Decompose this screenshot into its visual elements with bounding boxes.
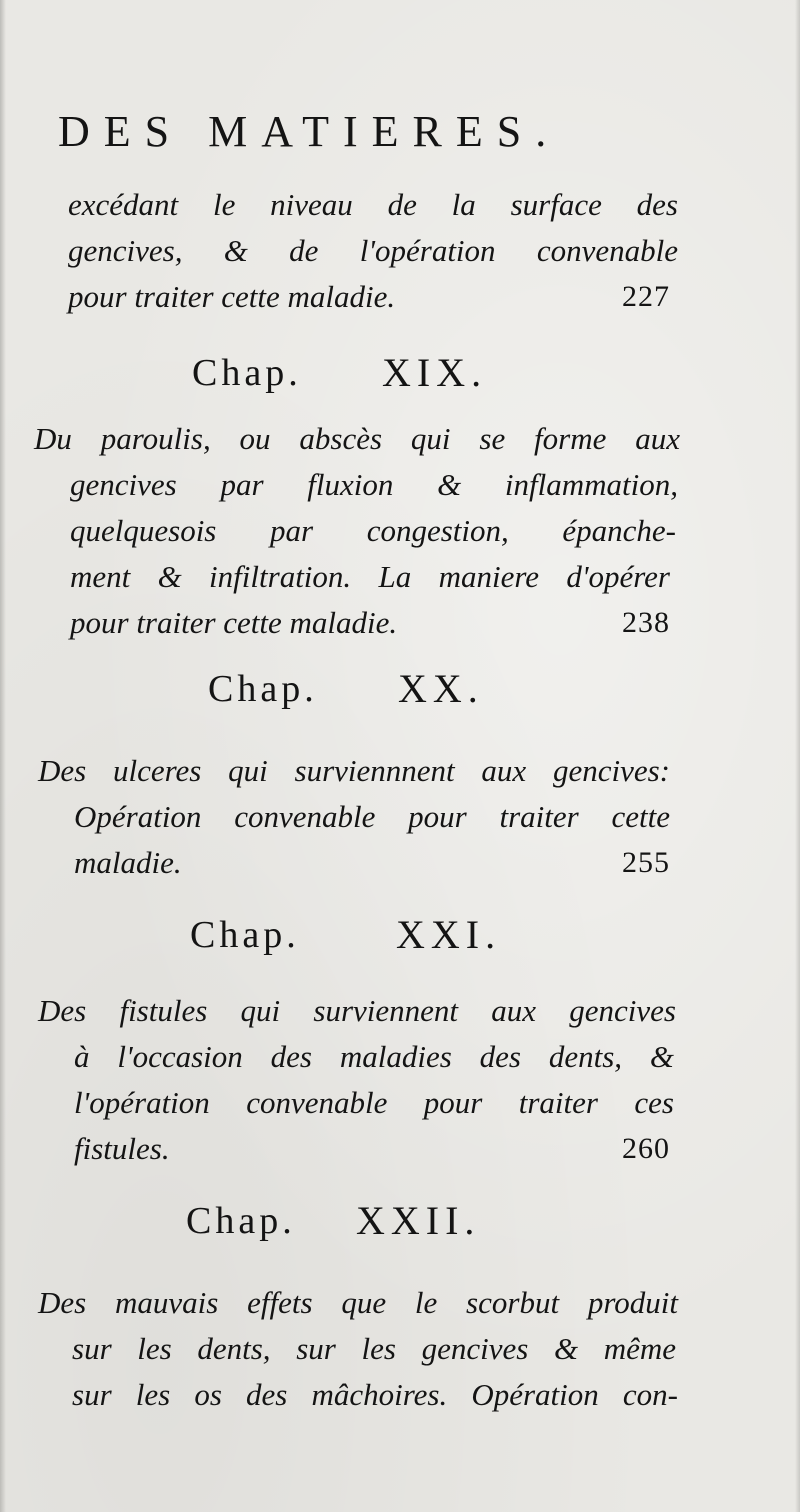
- page-edge-right: [795, 0, 800, 1512]
- entry-line: Des fistules qui surviennent aux gencives: [38, 993, 676, 1028]
- entry-line: à l'occasion des maladies des dents, &: [74, 1039, 674, 1074]
- page-number: 255: [622, 846, 670, 879]
- entry-line: pour traiter cette maladie.: [68, 279, 396, 314]
- entry-line: Opération convenable pour traiter cette: [74, 799, 670, 834]
- page-number: 260: [622, 1132, 670, 1165]
- chapter-heading: [0, 666, 800, 712]
- entry-line: fistules.: [74, 1131, 170, 1166]
- chapter-label: Chap.: [190, 914, 300, 956]
- entry-line: sur les dents, sur les gencives & même: [72, 1331, 676, 1366]
- chapter-heading: [0, 1198, 800, 1244]
- page-number: 227: [622, 280, 670, 313]
- entry-line: Des mauvais effets que le scorbut produit: [38, 1285, 678, 1320]
- entry-line: maladie.: [74, 845, 182, 880]
- running-heading: DES MATIERES.: [58, 107, 561, 156]
- chapter-number: XXII.: [356, 1198, 481, 1243]
- entry-line: l'opération convenable pour traiter ces: [74, 1085, 674, 1120]
- entry-line: pour traiter cette maladie.: [70, 605, 398, 640]
- page-number: 238: [622, 606, 670, 639]
- chapter-number: XX.: [398, 666, 484, 711]
- entry-line: sur les os des mâchoires. Opération con-: [72, 1377, 678, 1412]
- chapter-heading: [0, 350, 800, 396]
- entry-line: quelquesois par congestion, épanche-: [70, 513, 676, 548]
- chapter-label: Chap.: [186, 1200, 296, 1242]
- entry-line: Du paroulis, ou abscès qui se forme aux: [34, 421, 680, 456]
- chapter-number: XIX.: [382, 350, 488, 395]
- entry-line: gencives par fluxion & inflammation,: [70, 467, 678, 502]
- entry-line: Des ulceres qui surviennnent aux gencives:: [38, 753, 670, 788]
- chapter-label: Chap.: [208, 668, 318, 710]
- chapter-label: Chap.: [192, 352, 302, 394]
- page-edge-left: [0, 0, 6, 1512]
- chapter-number: XXI.: [396, 912, 502, 957]
- entry-line: excédant le niveau de la surface des: [68, 187, 678, 222]
- entry-line: gencives, & de l'opération convenable: [68, 233, 678, 268]
- chapter-heading: [0, 912, 800, 958]
- entry-line: ment & infiltration. La maniere d'opérer: [70, 559, 670, 594]
